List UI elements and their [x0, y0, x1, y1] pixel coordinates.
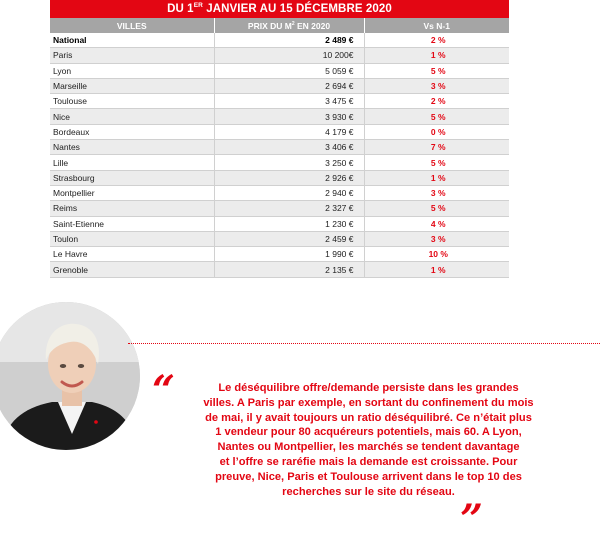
vs-cell: 2 %: [364, 33, 509, 48]
table-title-sup: ER: [193, 2, 203, 10]
city-cell: Toulon: [50, 231, 214, 246]
table-row: [50, 48, 509, 63]
price-data-table: [50, 18, 509, 278]
table-row: [50, 216, 509, 231]
column-header-price-suffix: EN 2020: [294, 20, 331, 31]
price-cell: 2 694 €: [214, 78, 364, 93]
quote-line: recherches sur le site du réseau.: [282, 485, 455, 498]
table-row: [50, 247, 509, 262]
city-cell: Reims: [50, 201, 214, 216]
table-title-prefix: DU 1: [167, 3, 194, 15]
column-header-vs: Vs N-1: [364, 18, 509, 33]
quote-line: 1 vendeur pour 80 acquéreurs potentiels, mais 60. A Lyon,: [215, 426, 522, 439]
quote-line: et l’offre se raréfie mais la demande est croissante. Pour: [219, 455, 518, 468]
vs-cell: 5 %: [364, 63, 509, 78]
portrait-photo: [0, 302, 140, 450]
column-header-price-prefix: PRIX DU M: [247, 20, 292, 31]
city-cell: Toulouse: [50, 94, 214, 109]
city-cell: Lyon: [50, 63, 214, 78]
price-cell: 4 179 €: [214, 124, 364, 139]
quote-line: preuve, Nice, Paris et Toulouse arrivent dans le top 10 des: [215, 470, 522, 483]
city-cell: Bordeaux: [50, 124, 214, 139]
table-row: [50, 262, 509, 277]
vs-cell: 0 %: [364, 124, 509, 139]
price-cell: 1 990 €: [214, 247, 364, 262]
city-cell: Strasbourg: [50, 170, 214, 185]
table-row: [50, 170, 509, 185]
open-quote-mark: “: [152, 367, 176, 414]
vs-cell: 5 %: [364, 155, 509, 170]
table-row: [50, 63, 509, 78]
portrait-illustration: [0, 302, 140, 450]
city-cell: Lille: [50, 155, 214, 170]
quote-text: [150, 381, 587, 499]
vs-cell: 7 %: [364, 140, 509, 155]
city-cell: Grenoble: [50, 262, 214, 277]
vs-cell: 2 %: [364, 94, 509, 109]
dotted-divider: [128, 343, 600, 344]
table-row: [50, 155, 509, 170]
table-row: [50, 124, 509, 139]
city-cell: National: [50, 33, 214, 48]
price-cell: 2 926 €: [214, 170, 364, 185]
price-cell: 2 489 €: [214, 33, 364, 48]
price-cell: 5 059 €: [214, 63, 364, 78]
city-cell: Nice: [50, 109, 214, 124]
price-cell: 10 200€: [214, 48, 364, 63]
table-header-row: [50, 18, 509, 33]
city-cell: Marseille: [50, 78, 214, 93]
quote-line: Le déséquilibre offre/demande persiste dans les grandes: [218, 382, 519, 394]
vs-cell: 3 %: [364, 231, 509, 246]
vs-cell: 1 %: [364, 262, 509, 277]
table-row: [50, 33, 509, 48]
vs-cell: 10 %: [364, 247, 509, 262]
table-row: [50, 231, 509, 246]
price-table: [50, 0, 509, 278]
price-cell: 2 940 €: [214, 185, 364, 200]
vs-cell: 3 %: [364, 185, 509, 200]
vs-cell: 1 %: [364, 170, 509, 185]
table-body: [50, 33, 509, 277]
vs-cell: 5 %: [364, 201, 509, 216]
table-row: [50, 201, 509, 216]
price-cell: 2 135 €: [214, 262, 364, 277]
table-row: [50, 109, 509, 124]
price-cell: 2 327 €: [214, 201, 364, 216]
table-row: [50, 140, 509, 155]
close-quote-mark: ”: [460, 496, 484, 543]
quote-line: de mai, il y avait toujours un ratio déséquilibré. Ce n’était plus: [205, 411, 532, 424]
city-cell: Saint-Etienne: [50, 216, 214, 231]
column-header-price-sup: 2: [291, 20, 295, 27]
city-cell: Montpellier: [50, 185, 214, 200]
quote-line: villes. A Paris par exemple, en sortant du confinement du mois: [203, 396, 534, 409]
table-title-suffix: JANVIER AU 15 DÉCEMBRE 2020: [202, 3, 392, 15]
price-cell: 3 250 €: [214, 155, 364, 170]
column-header-city: VILLES: [50, 18, 214, 33]
vs-cell: 4 %: [364, 216, 509, 231]
price-cell: 1 230 €: [214, 216, 364, 231]
vs-cell: 3 %: [364, 78, 509, 93]
city-cell: Le Havre: [50, 247, 214, 262]
price-cell: 3 475 €: [214, 94, 364, 109]
city-cell: Nantes: [50, 140, 214, 155]
price-cell: 3 930 €: [214, 109, 364, 124]
price-cell: 3 406 €: [214, 140, 364, 155]
vs-cell: 5 %: [364, 109, 509, 124]
price-cell: 2 459 €: [214, 231, 364, 246]
vs-cell: 1 %: [364, 48, 509, 63]
column-header-price: [214, 18, 364, 33]
table-row: [50, 185, 509, 200]
table-row: [50, 94, 509, 109]
quote-line: Nantes ou Montpellier, les marchés se tendent davantage: [217, 441, 520, 454]
table-title: [50, 0, 509, 18]
table-row: [50, 78, 509, 93]
city-cell: Paris: [50, 48, 214, 63]
